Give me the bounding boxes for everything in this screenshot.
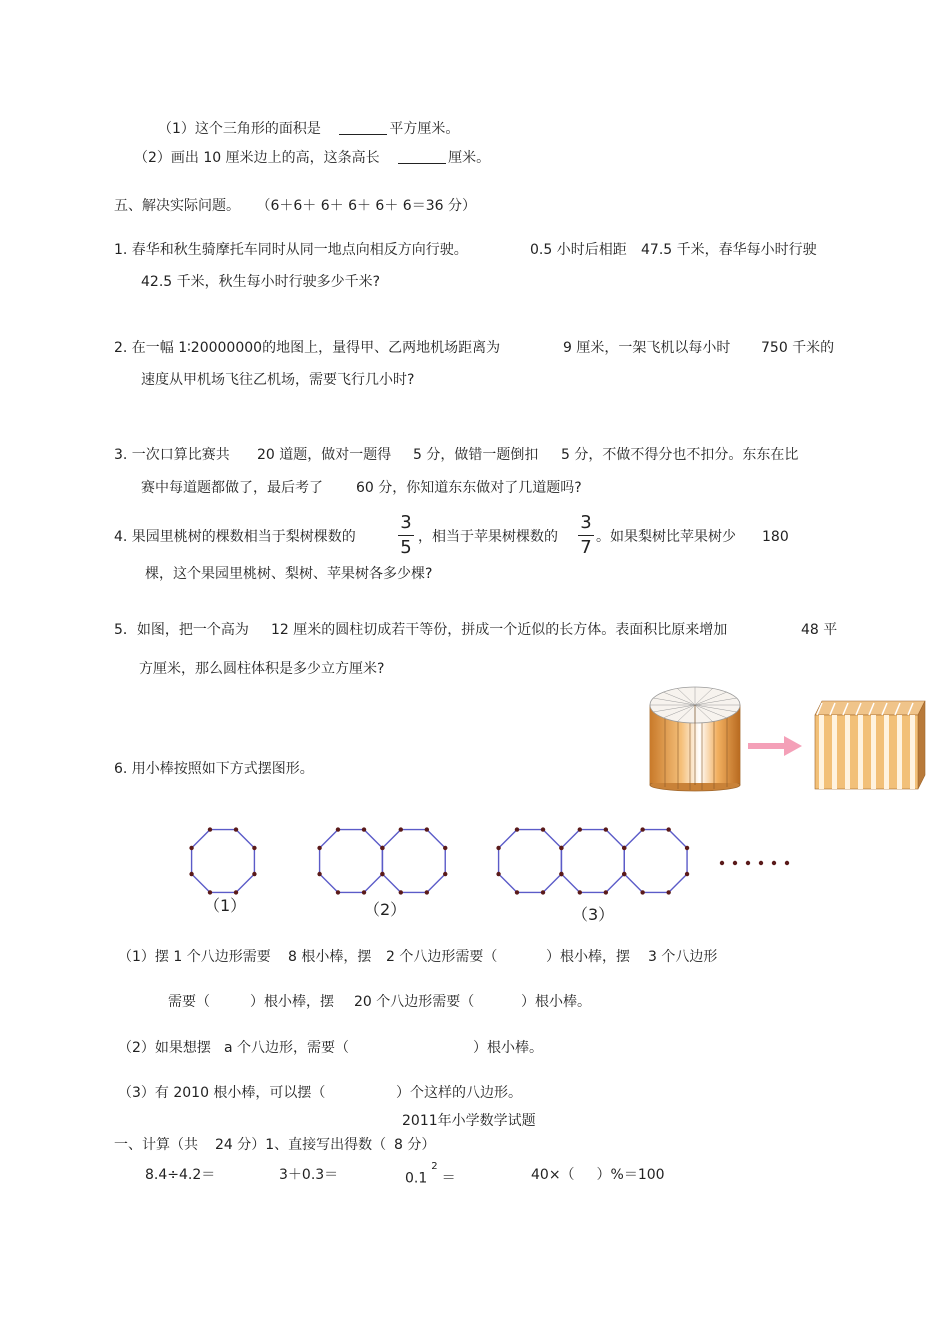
sub-q1-text: （1）摆 1 个八边形需要 <box>118 949 271 965</box>
cuboid-icon <box>815 701 925 789</box>
problem-3-text: 5 分，做错一题倒扣 <box>413 447 539 463</box>
ellipsis-dot <box>785 861 789 865</box>
answer-blank[interactable] <box>398 149 446 164</box>
prev-q1: （1）这个三角形的面积是 平方厘米。 <box>158 121 460 137</box>
stick-joint <box>317 872 321 876</box>
stick-joint <box>515 890 519 894</box>
stick-joint <box>234 827 238 831</box>
sub-q1-text: 8 根小棒，摆 <box>288 949 372 965</box>
figure-label-1: （1） <box>204 896 247 915</box>
stick-joint <box>496 846 500 850</box>
problem-3-text: 60 分，你知道东东做对了几道题吗? <box>356 480 582 496</box>
answer-blank[interactable] <box>339 120 387 135</box>
stick-joint <box>604 827 608 831</box>
sub-q1-line2: 需要（ <box>168 994 210 1010</box>
octagon-outline <box>192 830 255 893</box>
ellipsis-dot <box>772 861 776 865</box>
stick-joint <box>666 827 670 831</box>
sub-q1-text: 20 个八边形需要（ <box>354 994 475 1010</box>
cylinder-figure <box>645 683 930 793</box>
sub-q1-text: ）根小棒。 <box>521 994 591 1010</box>
stick-joint <box>252 872 256 876</box>
sub-q3-text: ）个这样的八边形。 <box>396 1085 522 1101</box>
problem-1-text: 47.5 千米，春华每小时行驶 <box>641 242 817 258</box>
octagon-figures <box>180 820 800 905</box>
stick-joint <box>189 872 193 876</box>
problem-2-line-2: 速度从甲机场飞往乙机场，需要飞行几小时? <box>141 372 415 388</box>
problem-4-line-2: 棵，这个果园里桃树、梨树、苹果树各多少棵? <box>145 566 433 582</box>
stick-joint <box>399 827 403 831</box>
problem-1-line-2: 42.5 千米，秋生每小时行驶多少千米? <box>141 274 381 290</box>
problem-3-line-1: 3. 一次口算比赛共 <box>114 447 230 463</box>
problem-2-text: 750 千米的 <box>761 340 835 356</box>
stick-joint <box>604 890 608 894</box>
stick-joint <box>541 827 545 831</box>
problem-3-text: 5 分，不做不得分也不扣分。东东在比 <box>561 447 799 463</box>
ellipsis-dot <box>746 861 750 865</box>
stick-joint <box>559 846 563 850</box>
stick-joint <box>685 872 689 876</box>
ellipsis-dot <box>720 861 724 865</box>
problem-4-line-1: 4. 果园里桃树的棵数相当于梨树棵数的 <box>114 529 356 545</box>
sub-q3-text: （3）有 2010 根小棒，可以摆（ <box>118 1085 326 1101</box>
stick-joint <box>666 890 670 894</box>
stick-joint <box>380 846 384 850</box>
ellipsis-dot <box>733 861 737 865</box>
octagon-figure-2b <box>380 827 447 894</box>
problem-5-text: 12 厘米的圆柱切成若干等份，拼成一个近似的长方体。表面积比原来增加 <box>271 622 728 638</box>
stick-joint <box>640 890 644 894</box>
exam-title: 2011年小学数学试题 <box>402 1113 536 1129</box>
octagon-figure-3c <box>622 827 689 894</box>
problem-5-line-2: 方厘米，那么圆柱体积是多少立方厘米? <box>139 661 385 677</box>
problem-2-line-1: 2. 在一幅 1∶20000000的地图上，量得甲、乙两地机场距离为 <box>114 340 501 356</box>
octagon-figure-3a <box>496 827 563 894</box>
stick-joint <box>685 846 689 850</box>
cylinder-icon <box>650 687 740 791</box>
stick-joint <box>443 872 447 876</box>
stick-joint <box>189 846 193 850</box>
problem-3-line-2: 赛中每道题都做了，最后考了 <box>141 480 323 496</box>
problem-1-line-1: 1. 春华和秋生骑摩托车同时从同一地点向相反方向行驶。 <box>114 242 468 258</box>
expression-1: 8.4÷4.2＝ <box>145 1167 216 1183</box>
stick-joint <box>399 890 403 894</box>
stick-joint <box>559 872 563 876</box>
expression-4: 40×（ ）%＝100 <box>531 1167 665 1183</box>
stick-joint <box>578 890 582 894</box>
stick-joint <box>425 890 429 894</box>
fraction-3-5: 3 5 <box>398 513 414 558</box>
problem-5-line-1: 5．如图，把一个高为 <box>114 622 249 638</box>
problem-1-text: 0.5 小时后相距 <box>530 242 627 258</box>
figure-label-2: （2） <box>364 900 407 919</box>
stick-joint <box>578 827 582 831</box>
prev-q2: （2）画出 10 厘米边上的高，这条高长 厘米。 <box>134 150 491 166</box>
problem-3-text: 20 道题，做对一题得 <box>257 447 392 463</box>
stick-joint <box>425 827 429 831</box>
sub-q1-text: 3 个八边形 <box>648 949 718 965</box>
figure-label-3: （3） <box>572 905 615 924</box>
ellipsis-dot <box>759 861 763 865</box>
expression-3: $0.1^2=$ <box>405 1161 456 1187</box>
section-1-title: 一、计算（共 <box>114 1137 198 1153</box>
stick-joint <box>336 827 340 831</box>
stick-joint <box>515 827 519 831</box>
stick-joint <box>622 846 626 850</box>
fraction-3-7: 3 7 <box>578 513 594 558</box>
octagon-outline <box>320 830 383 893</box>
sub-q1-text: ）根小棒，摆 <box>250 994 334 1010</box>
sub-q2-text: ）根小棒。 <box>473 1040 543 1056</box>
problem-4-text: 。如果梨树比苹果树少 <box>596 529 736 545</box>
sub-q2-text: a 个八边形，需要（ <box>224 1040 350 1056</box>
problem-6: 6. 用小棒按照如下方式摆图形。 <box>114 761 314 777</box>
octagon-outline <box>624 830 687 893</box>
stick-joint <box>622 872 626 876</box>
stick-joint <box>362 827 366 831</box>
octagon-outline <box>382 830 445 893</box>
problem-4-text: 180 <box>762 529 789 545</box>
sub-q2-text: （2）如果想摆 <box>118 1040 211 1056</box>
stick-joint <box>252 846 256 850</box>
stick-joint <box>317 846 321 850</box>
stick-joint <box>640 827 644 831</box>
stick-joint <box>362 890 366 894</box>
octagon-outline <box>499 830 562 893</box>
section-1-title: 8 分） <box>394 1137 436 1153</box>
stick-joint <box>208 827 212 831</box>
expression-2: 3＋0.3＝ <box>279 1167 339 1183</box>
arrow-right-icon <box>748 736 802 756</box>
octagon-figure-2a <box>317 827 384 894</box>
stick-joint <box>496 872 500 876</box>
stick-joint <box>541 890 545 894</box>
section-title: 五、解决实际问题。 （6＋6＋ 6＋ 6＋ 6＋ 6＝36 分） <box>114 198 476 214</box>
sub-q1-text: 2 个八边形需要（ <box>386 949 498 965</box>
problem-2-text: 9 厘米，一架飞机以每小时 <box>563 340 731 356</box>
stick-joint <box>336 890 340 894</box>
section-1-title: 24 分）1、直接写出得数（ <box>215 1137 387 1153</box>
problem-4-text: ，相当于苹果树棵数的 <box>418 529 558 545</box>
sub-q1-text: ）根小棒，摆 <box>546 949 630 965</box>
octagon-outline <box>561 830 624 893</box>
octagon-figure-3b <box>559 827 626 894</box>
stick-joint <box>380 872 384 876</box>
octagon-figure-1 <box>189 827 256 894</box>
stick-joint <box>443 846 447 850</box>
problem-5-text: 48 平 <box>801 622 838 638</box>
